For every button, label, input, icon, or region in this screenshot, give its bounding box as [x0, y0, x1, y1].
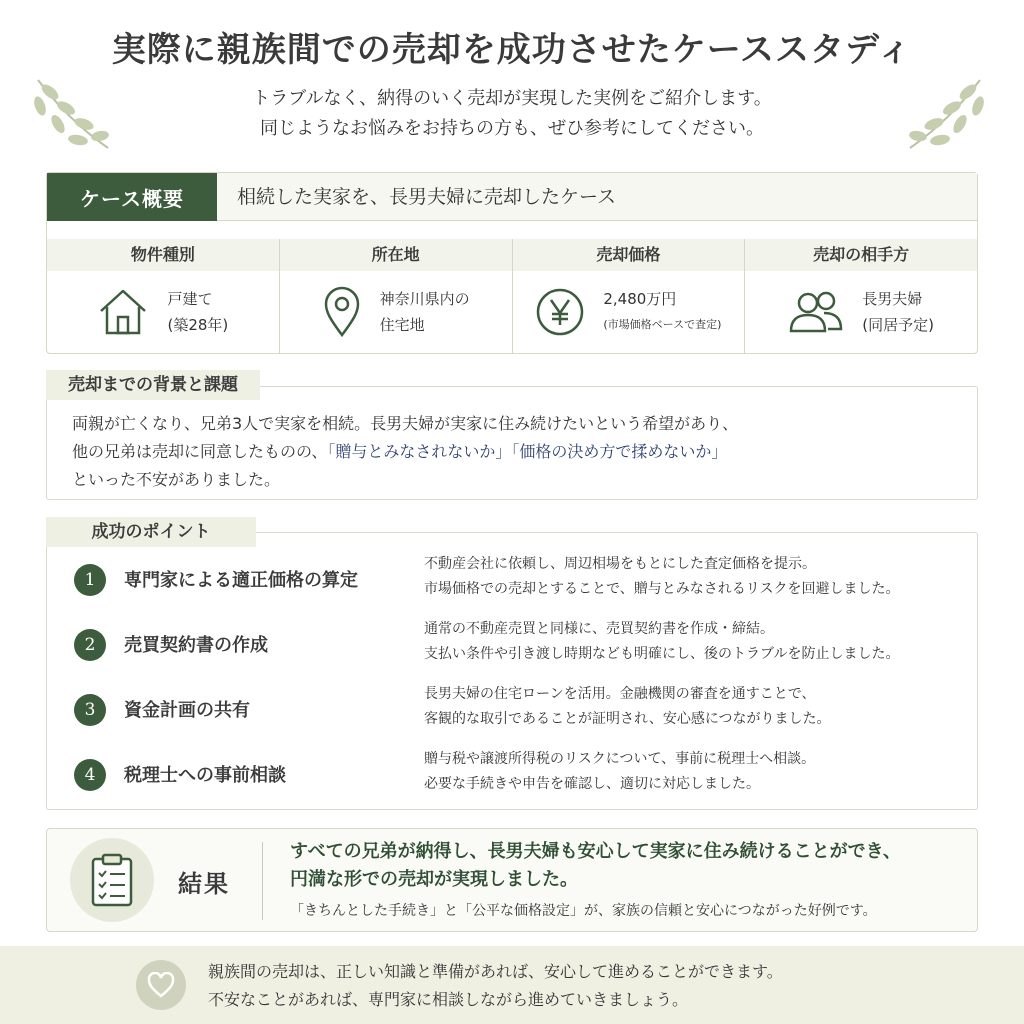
- case-column-location: [280, 239, 513, 353]
- case-title: 相続した実家を、長男夫婦に売却したケース: [237, 186, 617, 208]
- point-desc: 通常の不動産売買と同様に、売買契約書を作成・締結。: [424, 621, 774, 637]
- result-divider: [262, 842, 263, 920]
- case-column-property-type: [47, 239, 280, 353]
- point-item: [74, 617, 964, 673]
- yen-icon: [535, 287, 585, 337]
- result-sub: 「きちんとした手続き」と「公平な価格設定」が、家族の信頼と安心につながった好例です。: [290, 903, 877, 919]
- background-highlight: 「贈与とみなされないか」「価格の決め方で揉めないか」: [327, 442, 728, 461]
- result-main-line: 円満な形での売却が実現しました。: [290, 869, 578, 890]
- column-value: 戸建て: [167, 290, 213, 308]
- clipboard-checklist-icon: [90, 853, 134, 907]
- point-desc: 不動産会社に依頼し、周辺相場をもとにした査定価格を提示。: [424, 556, 816, 572]
- point-desc: 市場価格での売却とすることで、贈与とみなされるリスクを回避しました。: [424, 581, 900, 597]
- footer-line: 不安なことがあれば、専門家に相談しながら進めていきましょう。: [208, 990, 689, 1009]
- point-item: [74, 552, 964, 608]
- point-number: 2: [74, 629, 106, 661]
- point-desc: 必要な手続きや申告を確認し、適切に対応しました。: [424, 776, 760, 792]
- subtitle-line: 同じようなお悩みをお持ちの方も、ぜひ参考にしてください。: [260, 118, 764, 139]
- point-title: 売買契約書の作成: [124, 635, 268, 656]
- footer-line: 親族間の売却は、正しい知識と準備があれば、安心して進めることができます。: [208, 962, 783, 981]
- points-label: 成功のポイント: [46, 517, 256, 547]
- case-header: [47, 173, 977, 221]
- column-heading: 売却価格: [513, 239, 745, 271]
- result-icon-badge: [70, 838, 154, 922]
- point-desc: 贈与税や譲渡所得税のリスクについて、事前に税理士へ相談。: [424, 751, 816, 767]
- background-label: 売却までの背景と課題: [46, 370, 260, 400]
- result-main: [290, 838, 901, 894]
- column-note: 住宅地: [379, 316, 425, 334]
- column-heading: 物件種別: [47, 239, 279, 271]
- result-main-line: すべての兄弟が納得し、長男夫婦も安心して実家に住み続けることができ、: [290, 841, 901, 862]
- point-desc: 支払い条件や引き渡し時期なども明確にし、後のトラブルを防止しました。: [424, 646, 900, 662]
- result-label: 結果: [178, 870, 230, 898]
- column-note: (築28年): [167, 316, 229, 334]
- point-desc: 客観的な取引であることが証明され、安心感につながりました。: [424, 711, 831, 727]
- column-note: (同居予定): [862, 316, 934, 334]
- column-heading: 売却の相手方: [745, 239, 977, 271]
- point-desc: 長男夫婦の住宅ローンを活用。金融機関の審査を通すことで、: [424, 686, 816, 702]
- column-note: (市場価格ベースで査定): [603, 318, 722, 331]
- background-text: [72, 410, 738, 494]
- case-columns: [47, 239, 977, 353]
- house-icon: [97, 287, 149, 337]
- subtitle-line: トラブルなく、納得のいく売却が実現した実例をご紹介します。: [252, 88, 772, 109]
- people-icon: [788, 289, 844, 335]
- point-item: [74, 682, 964, 738]
- location-pin-icon: [322, 286, 362, 338]
- point-number: 4: [74, 759, 106, 791]
- point-title: 専門家による適正価格の算定: [124, 570, 358, 591]
- point-title: 資金計画の共有: [124, 700, 250, 721]
- point-title: 税理士への事前相談: [124, 765, 286, 786]
- background-line: といった不安がありました。: [72, 470, 281, 489]
- point-number: 3: [74, 694, 106, 726]
- page-subtitle: [0, 84, 1024, 144]
- case-column-buyer: [745, 239, 977, 353]
- footer-text: [208, 958, 783, 1014]
- page-title: 実際に親族間での売却を成功させたケーススタディ: [111, 30, 913, 70]
- case-overview: [46, 172, 978, 354]
- heart-icon: [147, 972, 175, 998]
- background-line: 他の兄弟は売却に同意したものの、: [72, 442, 328, 461]
- point-item: [74, 747, 964, 803]
- case-column-price: [513, 239, 746, 353]
- column-value: 2,480万円: [603, 290, 677, 308]
- column-value: 神奈川県内の: [379, 290, 470, 308]
- point-number: 1: [74, 564, 106, 596]
- column-value: 長男夫婦: [862, 290, 923, 308]
- background-line: 両親が亡くなり、兄弟3人で実家を相続。長男夫婦が実家に住み続けたいという希望があり、: [72, 414, 739, 433]
- footer-icon-badge: [136, 960, 186, 1010]
- column-heading: 所在地: [280, 239, 512, 271]
- case-tag: ケース概要: [47, 173, 217, 221]
